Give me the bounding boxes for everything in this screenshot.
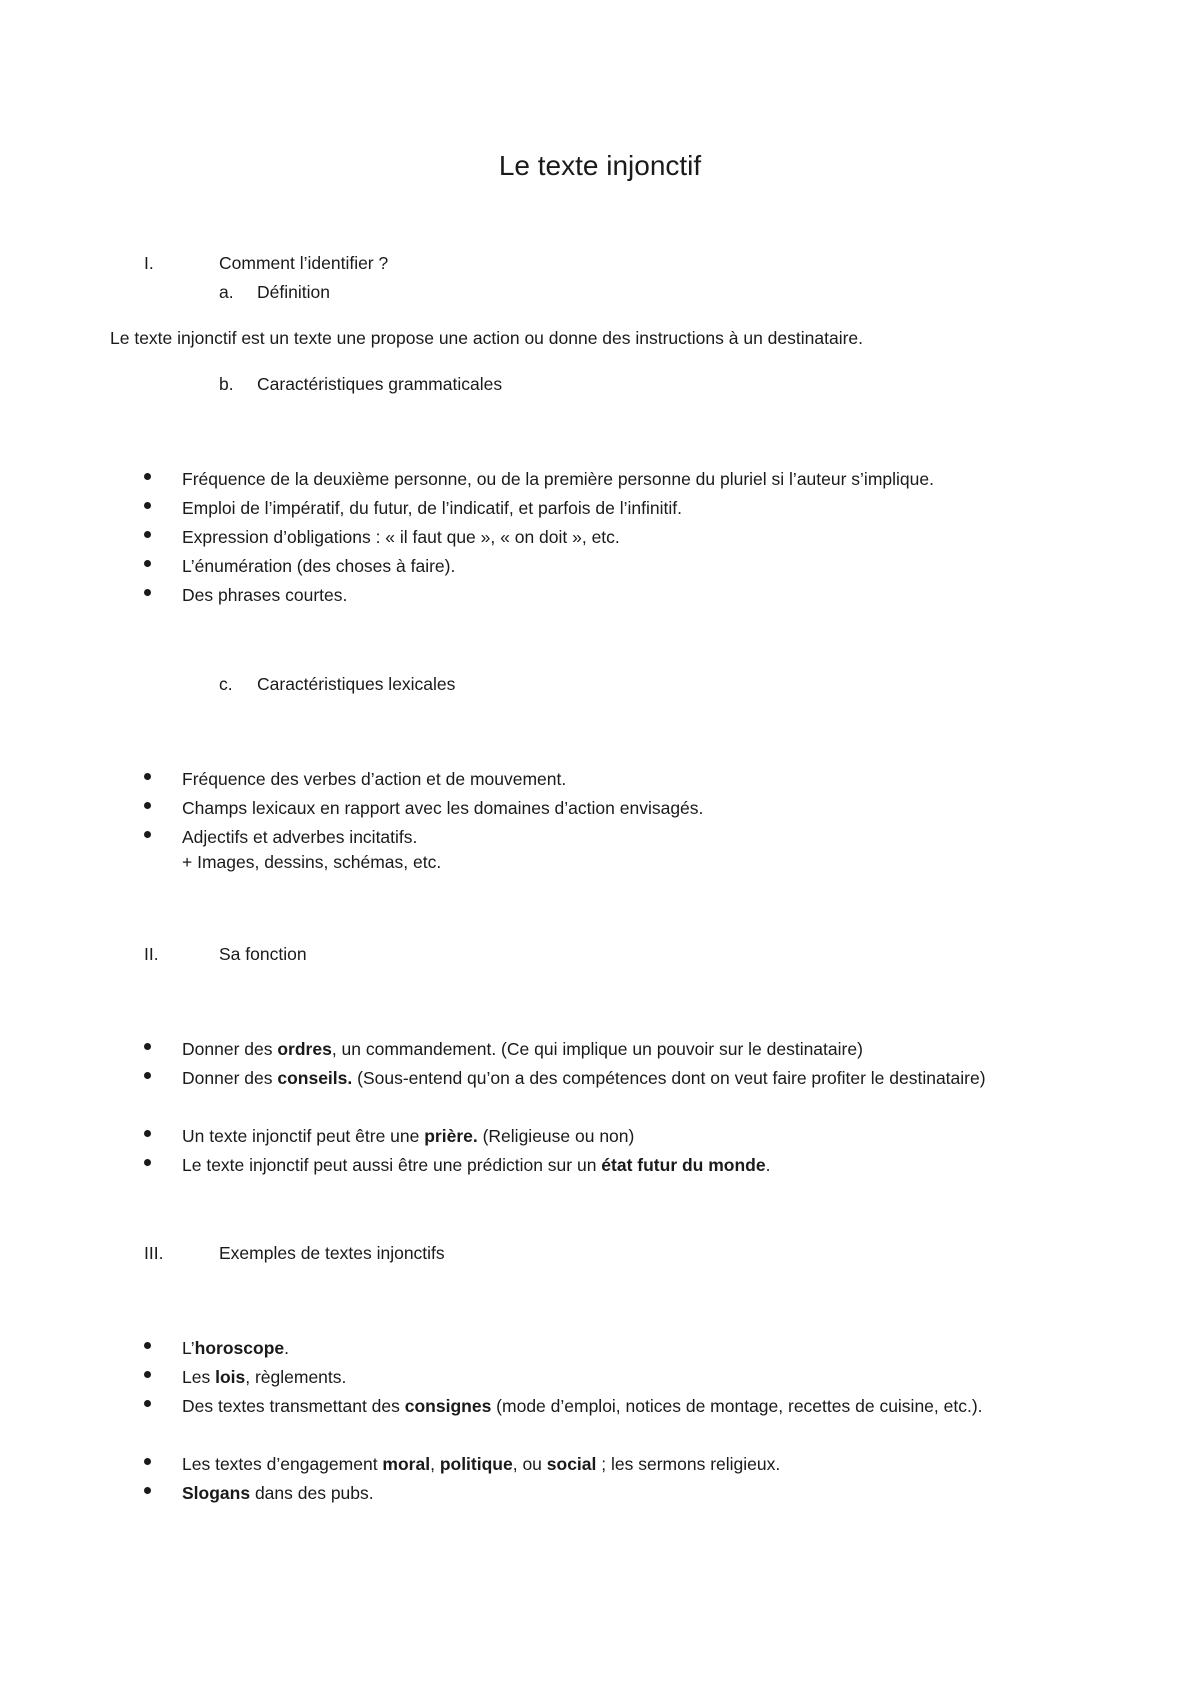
sub-c-heading: Caractéristiques lexicales xyxy=(257,674,456,694)
sub-a-heading: Définition xyxy=(257,282,330,302)
bullet-icon xyxy=(144,1371,151,1378)
definition-paragraph: Le texte injonctif est un texte une propose une action ou donne des instructions à un destinataire. xyxy=(110,328,864,348)
lexical-extra-note: + Images, dessins, schémas, etc. xyxy=(182,852,442,872)
bullet-icon xyxy=(144,560,151,567)
section-2-heading: Sa fonction xyxy=(219,944,307,964)
bullet-icon xyxy=(144,1400,151,1407)
sub-c-letter: c. xyxy=(219,674,233,694)
bullet-icon xyxy=(144,1043,151,1050)
bullet-icon xyxy=(144,802,151,809)
document-page: Le texte injonctif I. Comment l’identifier ? a. Définition Le texte injonctif est un texte une propose une action ou donne des instructions à un destinataire. b. Caractéristiques grammaticales Fréquence de la deuxième personne, ou de la première personne du pluriel si l’auteur s’implique. Emploi de l’impératif, du futur, de l’indicatif, et parfois de l’infinitif. Expression d’obligations : « il faut que », « on doit », etc. L’énumération (des choses à faire). Des phrases courtes. c. Caractéristiques lexicales Fréquence des verbes d’action et de mouvement. Champs lexicaux en rapport avec les domaines d’action envisagés. Adjectifs et adverbes incitatifs. + Images, dessins, schémas, etc. II. Sa fonction Donner des ordres, un commandement. (Ce qui implique un pouvoir sur le destinataire) Donner des conseils. (Sous-entend qu’on a des compétences dont on veut faire profiter le destinataire) Un texte injonctif peut être une prière. (Religieuse ou non) Le texte injonctif peut aussi être une prédiction sur un état futur du monde. III. Exemples de textes injonctifs L’horoscope. Les lois, règlements. Des textes transmettant des consignes (mode d’emploi, notices de montage, recettes de cuisine, etc.). Les textes d’engagement moral, politique, ou social ; les sermons religieux. Slogans dans des pubs. xyxy=(0,0,1200,1698)
bullet-icon xyxy=(144,1342,151,1349)
bullet-icon xyxy=(144,531,151,538)
bullet-icon xyxy=(144,1159,151,1166)
sub-b-heading: Caractéristiques grammaticales xyxy=(257,374,503,394)
bullet-icon xyxy=(144,1072,151,1079)
sub-a-letter: a. xyxy=(219,282,234,302)
bullet-icon xyxy=(144,502,151,509)
page-title: Le texte injonctif xyxy=(498,150,702,181)
bullet-icon xyxy=(144,1130,151,1137)
bullet-icon xyxy=(144,773,151,780)
bullet-icon xyxy=(144,1487,151,1494)
section-3-numeral: III. xyxy=(144,1243,164,1263)
section-3-heading: Exemples de textes injonctifs xyxy=(219,1243,445,1263)
section-2-numeral: II. xyxy=(144,944,159,964)
section-1-heading: Comment l’identifier ? xyxy=(219,253,389,273)
sub-b-letter: b. xyxy=(219,374,234,394)
bullet-icon xyxy=(144,473,151,480)
bullet-icon xyxy=(144,831,151,838)
bullet-icon xyxy=(144,589,151,596)
section-1-numeral: I. xyxy=(144,253,154,273)
bullet-icon xyxy=(144,1458,151,1465)
